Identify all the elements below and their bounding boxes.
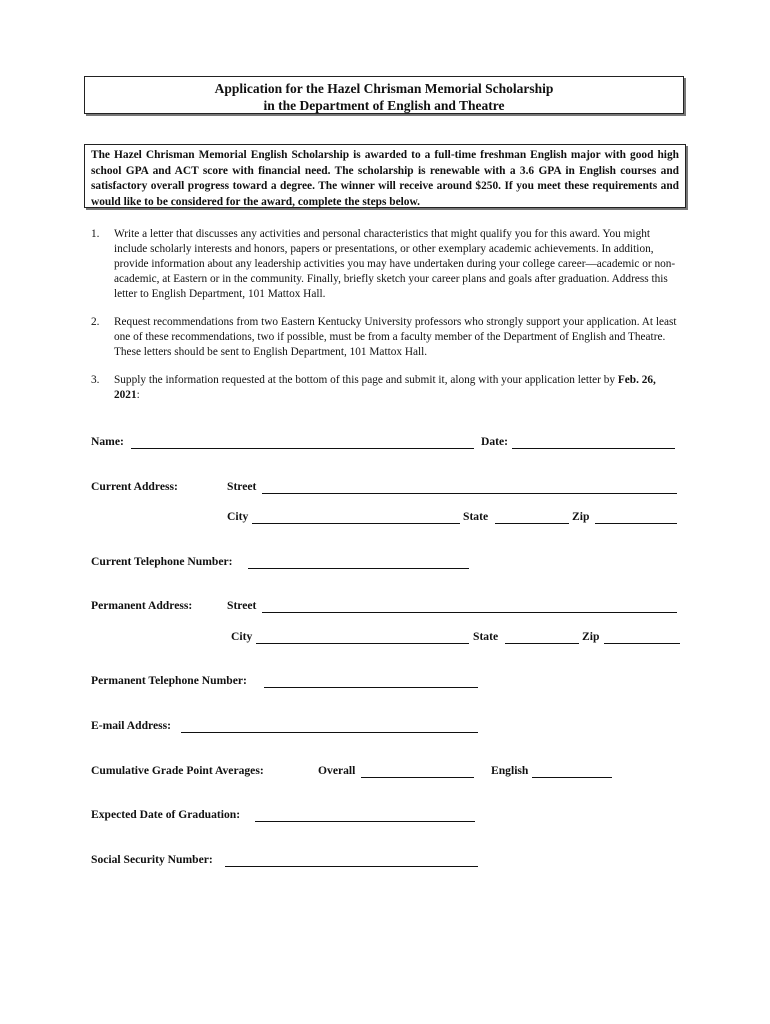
title-line-1: Application for the Hazel Chrisman Memorial Scholarship (214, 81, 554, 96)
email-field[interactable] (181, 721, 478, 733)
permanent-phone-label: Permanent Telephone Number: (91, 674, 247, 687)
graduation-date-label: Expected Date of Graduation: (91, 808, 241, 821)
permanent-state-field[interactable] (505, 632, 579, 644)
current-address-label: Current Address: (91, 480, 178, 493)
permanent-zip-field[interactable] (604, 632, 680, 644)
intro-box (84, 144, 686, 208)
date-label: Date: (481, 435, 509, 448)
permanent-phone-field[interactable] (264, 676, 478, 688)
step-text: Request recommendations from two Eastern Kentucky University professors who strongly support your application. At least one of these recommendations, two if possible, must be from a faculty member of the Department of English and Theatre. These letters should be sent to English Department, 101 Mattox Hall. (114, 316, 677, 358)
overall-gpa-label: Overall (318, 764, 356, 777)
deadline-suffix: : (136, 389, 140, 401)
permanent-street-label: Street (227, 599, 257, 612)
current-city-field[interactable] (252, 512, 460, 524)
step-2 (91, 315, 681, 360)
graduation-date-field[interactable] (255, 810, 475, 822)
name-label: Name: (91, 435, 124, 448)
permanent-city-label: City (231, 630, 253, 643)
instruction-steps (91, 227, 681, 416)
current-street-field[interactable] (262, 482, 677, 494)
intro-text: The Hazel Chrisman Memorial English Scholarship is awarded to a full-time freshman English major with good high school GPA and ACT score with financial need. The scholarship is renewable with a 3.6 GPA in English courses and satisfactory overall progress toward a degree. The winner will receive around $250. If you meet these requirements and would like to be considered for the award, complete the steps below. (91, 149, 679, 208)
step-number: 2. (91, 316, 100, 328)
step-text: Supply the information requested at the bottom of this page and submit it, along with your application letter by (114, 374, 618, 386)
step-text: Write a letter that discusses any activities and personal characteristics that might qualify you for this award. You might include scholarly interests and honors, papers or presentations, or other exemplary academic achievements. In addition, provide information about any leadership activities you may have undertaken during your college career—academic or non-academic, at Eastern or in the community. Finally, briefly sketch your career plans and goals after graduation. Address this letter to English Department, 101 Mattox Hall. (114, 228, 676, 300)
permanent-address-label: Permanent Address: (91, 599, 193, 612)
current-state-field[interactable] (495, 512, 569, 524)
current-zip-label: Zip (572, 510, 590, 523)
date-field[interactable] (512, 437, 675, 449)
deadline-date: Feb. 26, 2021 (114, 374, 656, 401)
english-gpa-label: English (491, 764, 529, 777)
step-1 (91, 227, 681, 302)
permanent-zip-label: Zip (582, 630, 600, 643)
current-street-label: Street (227, 480, 257, 493)
current-phone-label: Current Telephone Number: (91, 555, 233, 568)
ssn-label: Social Security Number: (91, 853, 213, 866)
overall-gpa-field[interactable] (361, 766, 474, 778)
english-gpa-field[interactable] (532, 766, 612, 778)
gpa-label: Cumulative Grade Point Averages: (91, 764, 264, 777)
email-label: E-mail Address: (91, 719, 171, 732)
title-line-2: in the Department of English and Theatre (263, 98, 505, 113)
ssn-field[interactable] (225, 855, 478, 867)
current-city-label: City (227, 510, 249, 523)
permanent-state-label: State (473, 630, 499, 643)
current-zip-field[interactable] (595, 512, 677, 524)
step-number: 3. (91, 374, 100, 386)
permanent-city-field[interactable] (256, 632, 469, 644)
current-phone-field[interactable] (248, 557, 469, 569)
name-field[interactable] (131, 437, 474, 449)
step-number: 1. (91, 228, 100, 240)
step-3 (91, 373, 681, 403)
permanent-street-field[interactable] (262, 601, 677, 613)
current-state-label: State (463, 510, 489, 523)
title-box (84, 76, 684, 114)
